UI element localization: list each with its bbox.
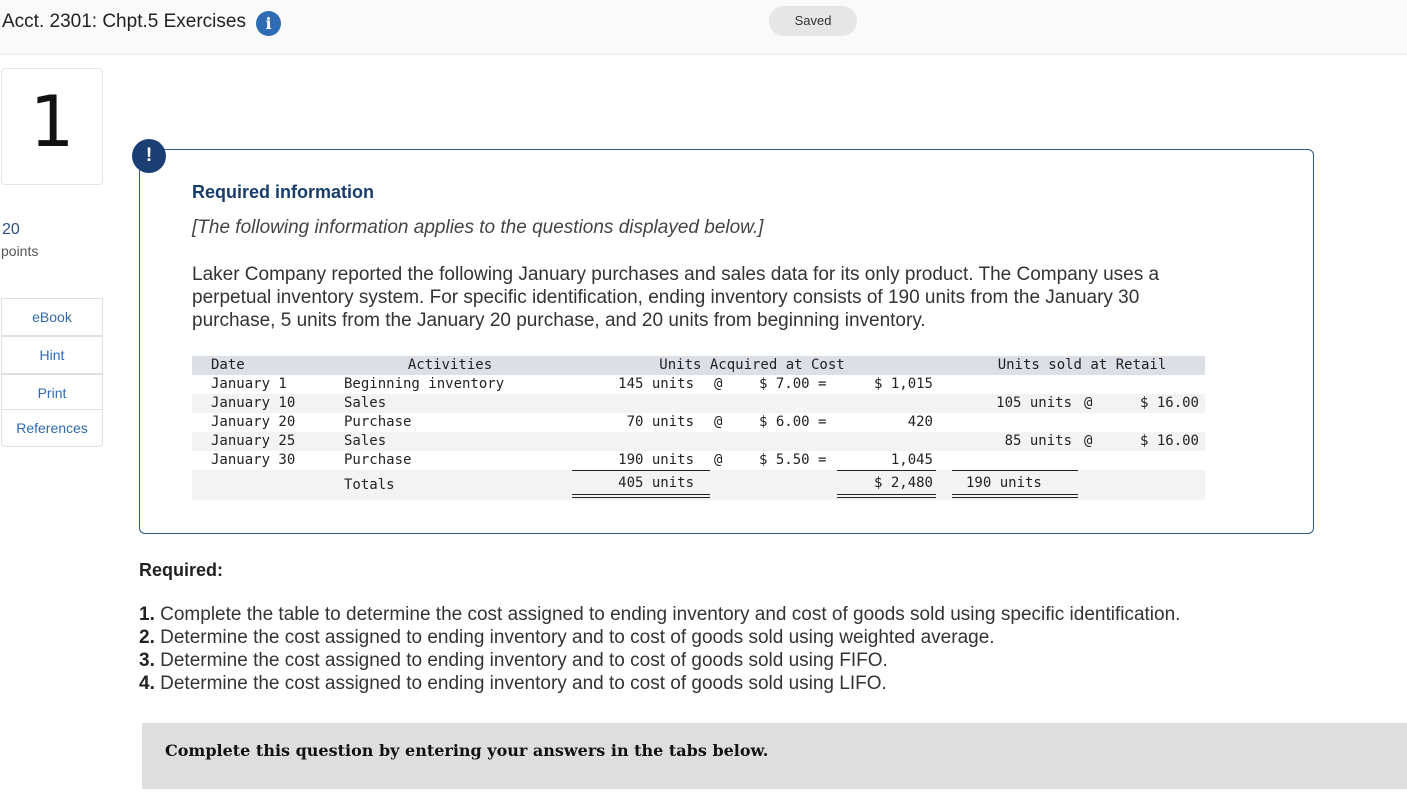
saved-status-badge: Saved <box>769 6 857 36</box>
row-acquired-at: @ <box>714 452 723 468</box>
instructions-bar <box>142 723 1407 789</box>
row-acquired-units: 190 units <box>618 452 694 468</box>
units-subtotal-line <box>572 470 710 471</box>
row-activity: Sales <box>344 395 387 411</box>
required-list <box>139 603 1180 695</box>
required-item-number: 4. <box>139 673 155 694</box>
header-activities: Activities <box>407 357 493 373</box>
row-date: January 25 <box>211 433 296 449</box>
row-acquired-cost: $ 6.00 = <box>759 414 827 430</box>
total-sold-units: 190 units <box>966 475 1042 491</box>
required-item-text: Determine the cost assigned to ending inventory and to cost of goods sold using LIFO. <box>160 673 887 694</box>
references-button[interactable]: References <box>1 409 103 447</box>
row-sold-at: @ <box>1084 395 1093 411</box>
row-acquired-units: 70 units <box>626 414 694 430</box>
row-activity: Purchase <box>344 452 412 468</box>
cost-total-double-line <box>837 494 936 498</box>
header-date: Date <box>211 357 245 373</box>
units-total-double-line <box>572 494 710 498</box>
required-item-text: Determine the cost assigned to ending inventory and to cost of goods sold using weighted average. <box>160 627 995 648</box>
header-units-acquired: Units Acquired at Cost <box>659 357 845 373</box>
total-acquired-cost: $ 2,480 <box>873 475 933 491</box>
question-number: 1 <box>29 81 75 163</box>
totals-label: Totals <box>344 477 395 493</box>
row-activity: Sales <box>344 433 387 449</box>
required-item-text: Complete the table to determine the cost assigned to ending inventory and cost of goods sold using specific identification. <box>160 604 1181 625</box>
row-activity: Beginning inventory <box>344 376 505 392</box>
required-heading: Required: <box>139 560 224 580</box>
required-item-number: 2. <box>139 627 155 648</box>
required-item-number: 3. <box>139 650 155 671</box>
row-acquired-total: 1,045 <box>890 452 933 468</box>
question-number-box <box>1 68 103 185</box>
row-date: January 20 <box>211 414 296 430</box>
row-date: January 30 <box>211 452 296 468</box>
required-item <box>139 626 1180 649</box>
row-acquired-cost: $ 5.50 = <box>759 452 827 468</box>
applies-note: [The following information applies to the questions displayed below.] <box>192 217 764 238</box>
points-label: points <box>1 243 39 259</box>
row-date: January 1 <box>211 376 287 392</box>
row-sold-price: $ 16.00 <box>1139 395 1199 411</box>
row-sold-units: 85 units <box>1004 433 1072 449</box>
row-sold-units: 105 units <box>996 395 1072 411</box>
row-acquired-cost: $ 7.00 = <box>759 376 827 392</box>
row-acquired-units: 145 units <box>618 376 694 392</box>
required-information-title: Required information <box>192 182 375 202</box>
assignment-title: Acct. 2301: Chpt.5 Exercises <box>2 11 246 32</box>
sold-total-double-line <box>952 494 1078 498</box>
row-acquired-at: @ <box>714 376 723 392</box>
hint-button[interactable]: Hint <box>1 336 103 374</box>
row-acquired-at: @ <box>714 414 723 430</box>
ebook-button[interactable]: eBook <box>1 298 103 336</box>
top-bar <box>0 0 1407 55</box>
required-item <box>139 603 1180 626</box>
required-item-number: 1. <box>139 604 155 625</box>
cost-subtotal-line <box>837 470 936 471</box>
row-activity: Purchase <box>344 414 412 430</box>
points-value: 20 <box>2 221 20 238</box>
required-item-text: Determine the cost assigned to ending inventory and to cost of goods sold using FIFO. <box>160 650 888 671</box>
info-icon[interactable]: i <box>256 11 281 36</box>
required-item <box>139 672 1180 695</box>
total-acquired-units: 405 units <box>618 475 694 491</box>
alert-icon: ! <box>132 139 166 173</box>
problem-description: Laker Company reported the following January purchases and sales data for its only product. The Company uses a perpetual inventory system. For specific identification, ending inventory consists of 190 units from the January 30 purchase, 5 units from the January 20 purchase, and 20 units from beginning inventory. <box>192 264 1160 331</box>
row-date: January 10 <box>211 395 296 411</box>
complete-instructions: Complete this question by entering your answers in the tabs below. <box>165 741 769 760</box>
row-acquired-total: 420 <box>907 414 933 430</box>
row-sold-at: @ <box>1084 433 1093 449</box>
inventory-data-table <box>192 356 1205 500</box>
print-button[interactable]: Print <box>1 374 103 412</box>
row-acquired-total: $ 1,015 <box>873 376 933 392</box>
header-units-sold: Units sold at Retail <box>997 357 1167 373</box>
required-item <box>139 649 1180 672</box>
row-sold-price: $ 16.00 <box>1139 433 1199 449</box>
sold-subtotal-line <box>952 470 1078 471</box>
